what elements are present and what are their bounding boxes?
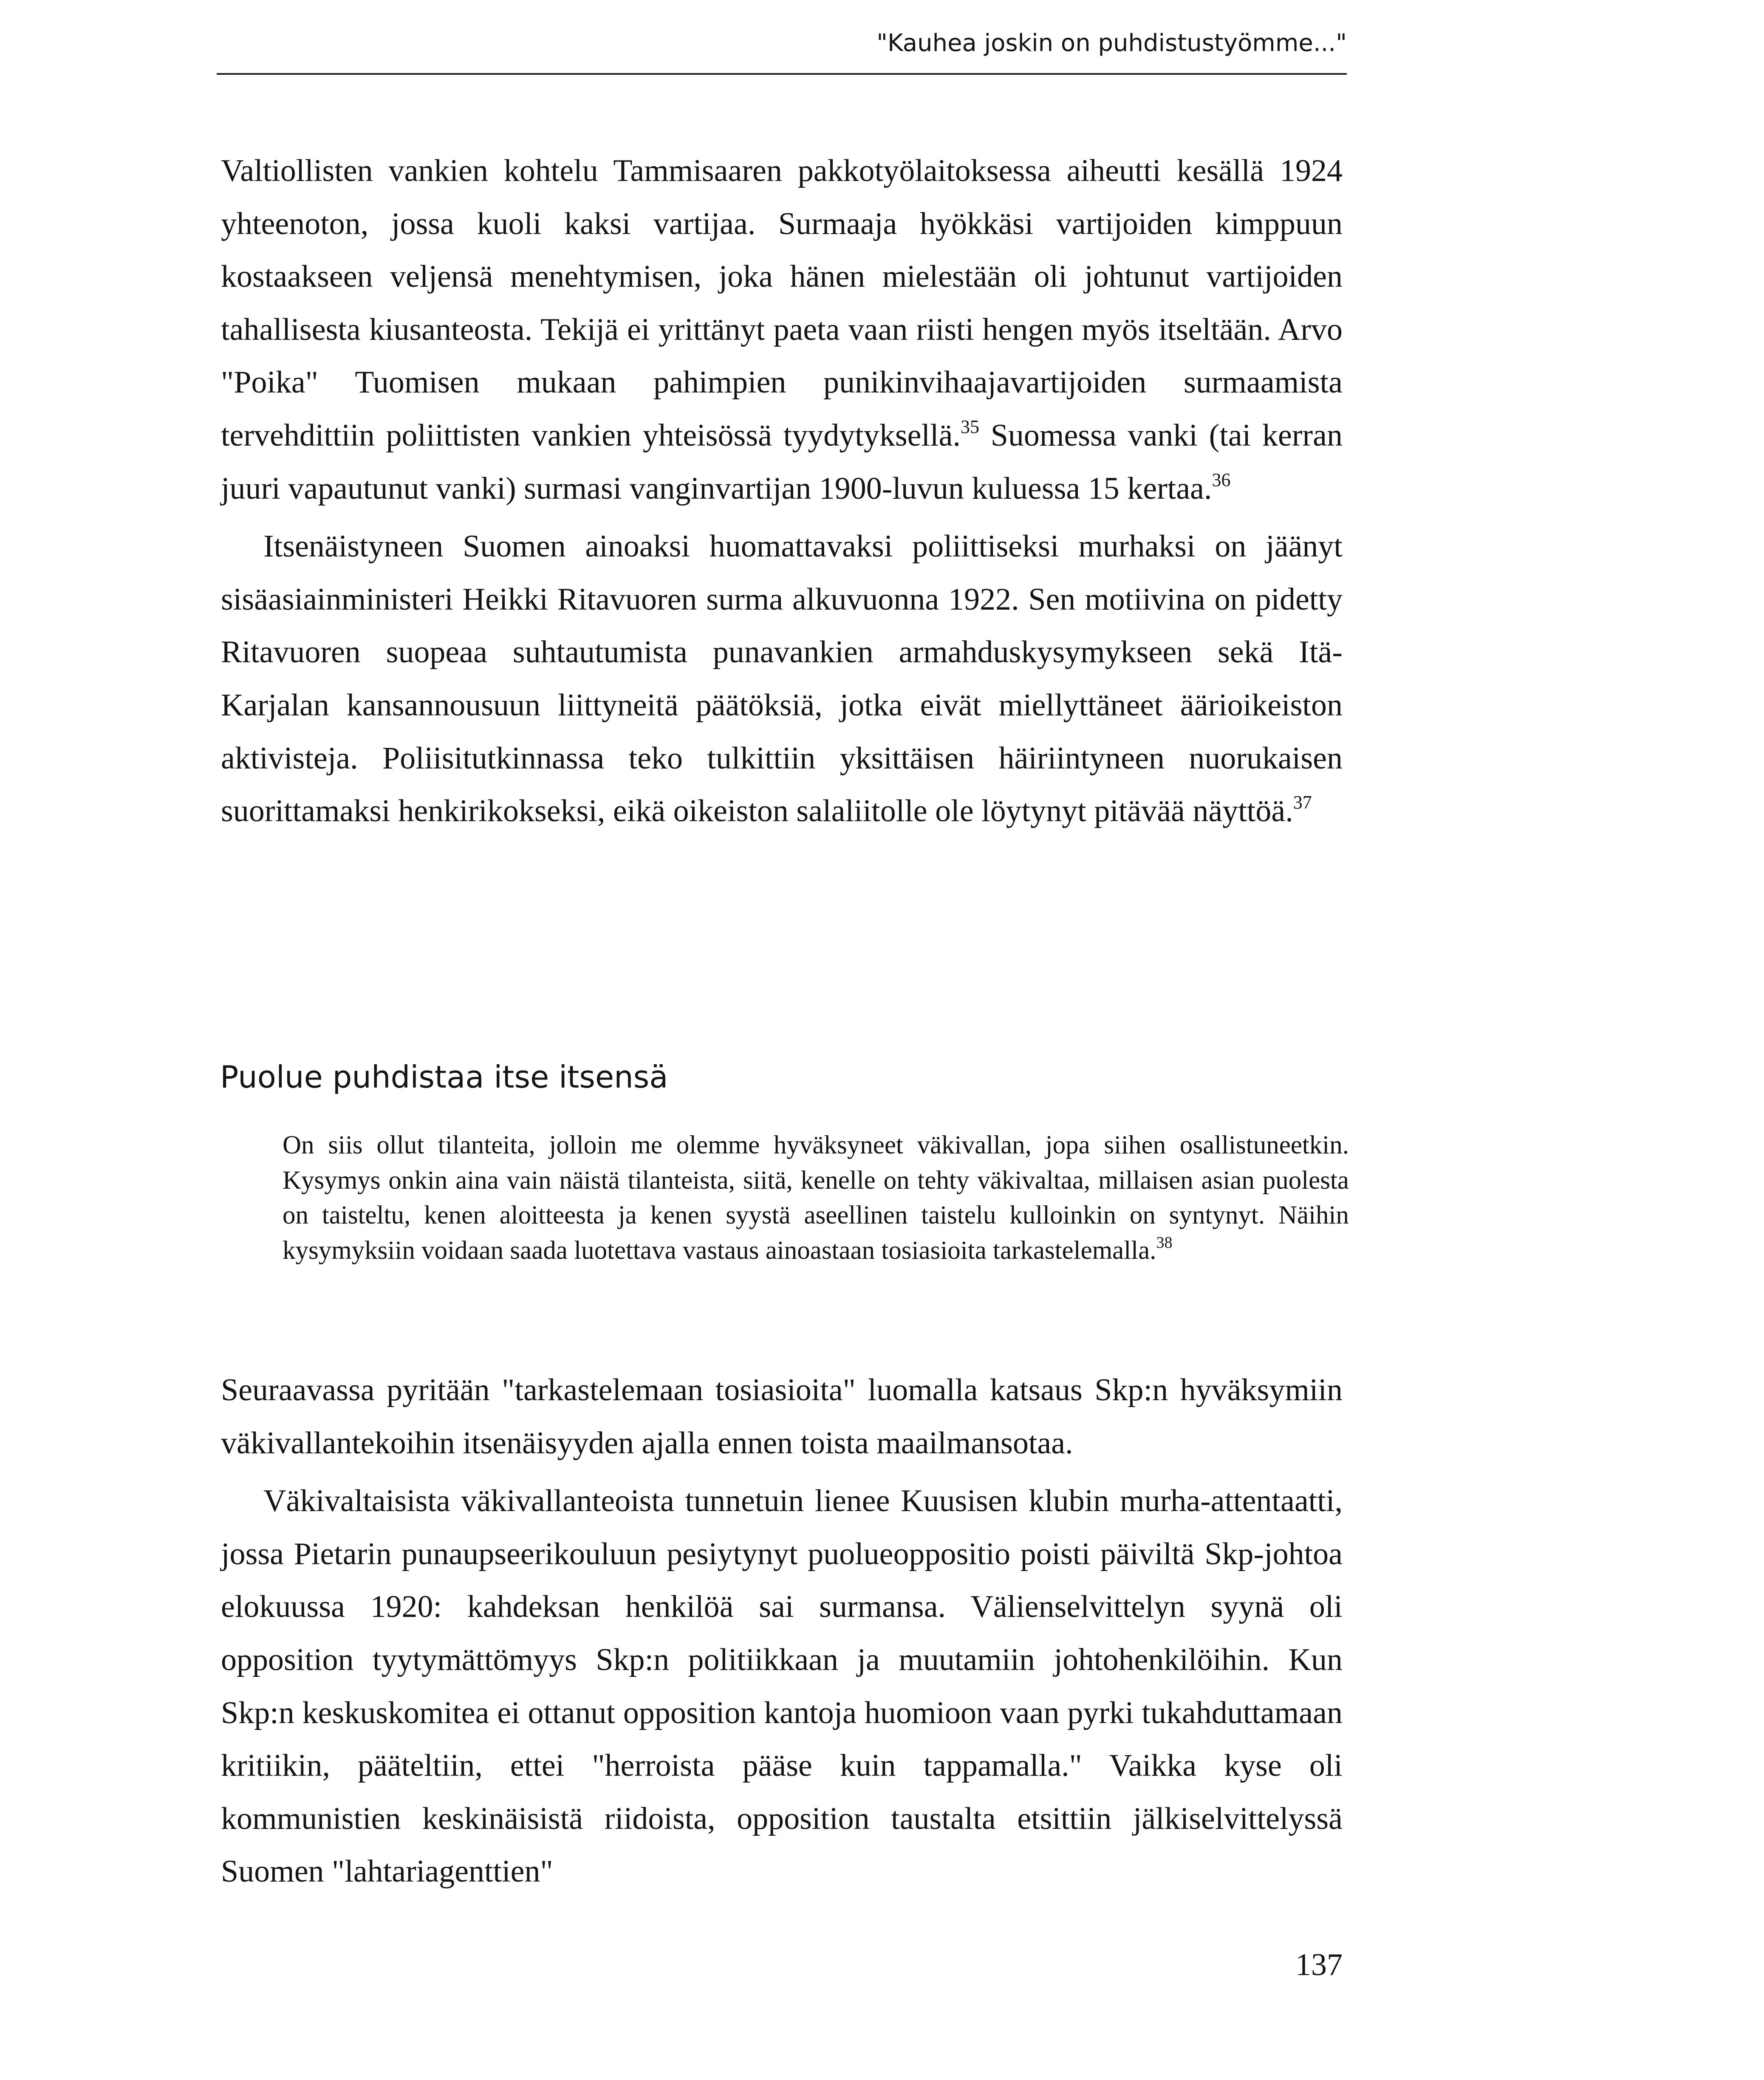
footnote-ref-38: 38	[1156, 1233, 1173, 1252]
page-number: 137	[1295, 1947, 1343, 1982]
paragraph-1	[221, 144, 1343, 515]
running-head: "Kauhea joskin on puhdistustyömme..."	[876, 29, 1347, 57]
paragraph-1-text-a: Valtiollisten vankien kohtelu Tammisaaren pakkotyölaitoksessa aiheutti kesällä 1924 yhteenoton, jossa kuoli kaksi vartijaa. Surmaaja hyökkäsi vartijoiden kimppuun kostaakseen veljensä menehtymisen, joka hänen mielestään oli johtunut vartijoiden tahallisesta kiusanteosta. Tekijä ei yrittänyt paeta vaan riisti hengen myös itseltään. Arvo "Poika" Tuomisen mukaan pahimpien punikinvihaajavartijoiden surmaamista tervehdittiin poliittisten vankien yhteisössä tyydytyksellä.	[221, 153, 1343, 453]
paragraph-2-text: Itsenäistyneen Suomen ainoaksi huomattavaksi poliittiseksi murhaksi on jäänyt sisäasiainministeri Heikki Ritavuoren surma alkuvuonna 1922. Sen motiivina on pidetty Ritavuoren suopeaa suhtautumista punavankien armahduskysymykseen sekä Itä-Karjalan kansannousuun liittyneitä päätöksiä, jotka eivät miellyttäneet äärioikeiston aktivisteja. Poliisitutkinnassa teko tulkittiin yksittäisen häiriintyneen nuorukaisen suorittamaksi henkirikokseksi, eikä oikeiston salaliitolle ole löytynyt pitävää näyttöä.	[221, 529, 1343, 829]
footnote-ref-36: 36	[1212, 469, 1231, 490]
footnote-ref-37: 37	[1293, 792, 1312, 813]
section-1-text	[221, 144, 1343, 838]
quote-text: On siis ollut tilanteita, jolloin me olemme hyväksyneet väkivallan, jopa siihen osallistuneetkin. Kysymys onkin aina vain näistä tilanteista, siitä, kenelle on tehty väkivaltaa, millaisen asian puolesta on taisteltu, kenen aloitteesta ja kenen syystä aseellinen taistelu kulloinkin on syntynyt. Näihin kysymyksiin voidaan saada luotettava vastaus ainoastaan tosiasioita tarkastelemalla.	[283, 1131, 1349, 1265]
paragraph-2	[221, 520, 1343, 838]
paragraph-4: Väkivaltaisista väkivallanteoista tunnetuin lienee Kuusisen klubin murha-attentaatti, jossa Pietarin punaupseerikouluun pesiytynyt puolueoppositio poisti päiviltä Skp-johtoa elokuussa 1920: kahdeksan henkilöä sai surmansa. Välienselvittelyn syynä oli opposition tyytymättömyys Skp:n politiikkaan ja muutamiin johtohenkilöihin. Kun Skp:n keskuskomitea ei ottanut opposition kantoja huomioon vaan pyrki tukahduttamaan kritiikin, pääteltiin, ettei "herroista pääse kuin tappamalla." Vaikka kyse oli kommunistien keskinäisistä riidoista, opposition taustalta etsittiin jälkiselvittelyssä Suomen "lahtariagenttien"	[221, 1484, 1343, 1889]
section-2-text	[221, 1364, 1343, 1898]
section-heading: Puolue puhdistaa itse itsensä	[220, 1059, 668, 1095]
header-rule	[217, 73, 1347, 75]
block-quote	[283, 1128, 1349, 1268]
paragraph-3: Seuraavassa pyritään "tarkastelemaan tosiasioita" luomalla katsaus Skp:n hyväksymiin väkivallantekoihin itsenäisyyden ajalla ennen toista maailmansotaa.	[221, 1373, 1343, 1461]
footnote-ref-35: 35	[960, 416, 979, 437]
paragraph-1-text-b: Suomessa vanki (tai kerran juuri vapautunut vanki) surmasi vanginvartijan 1900-luvun kuluessa 15 kertaa.	[221, 418, 1343, 506]
